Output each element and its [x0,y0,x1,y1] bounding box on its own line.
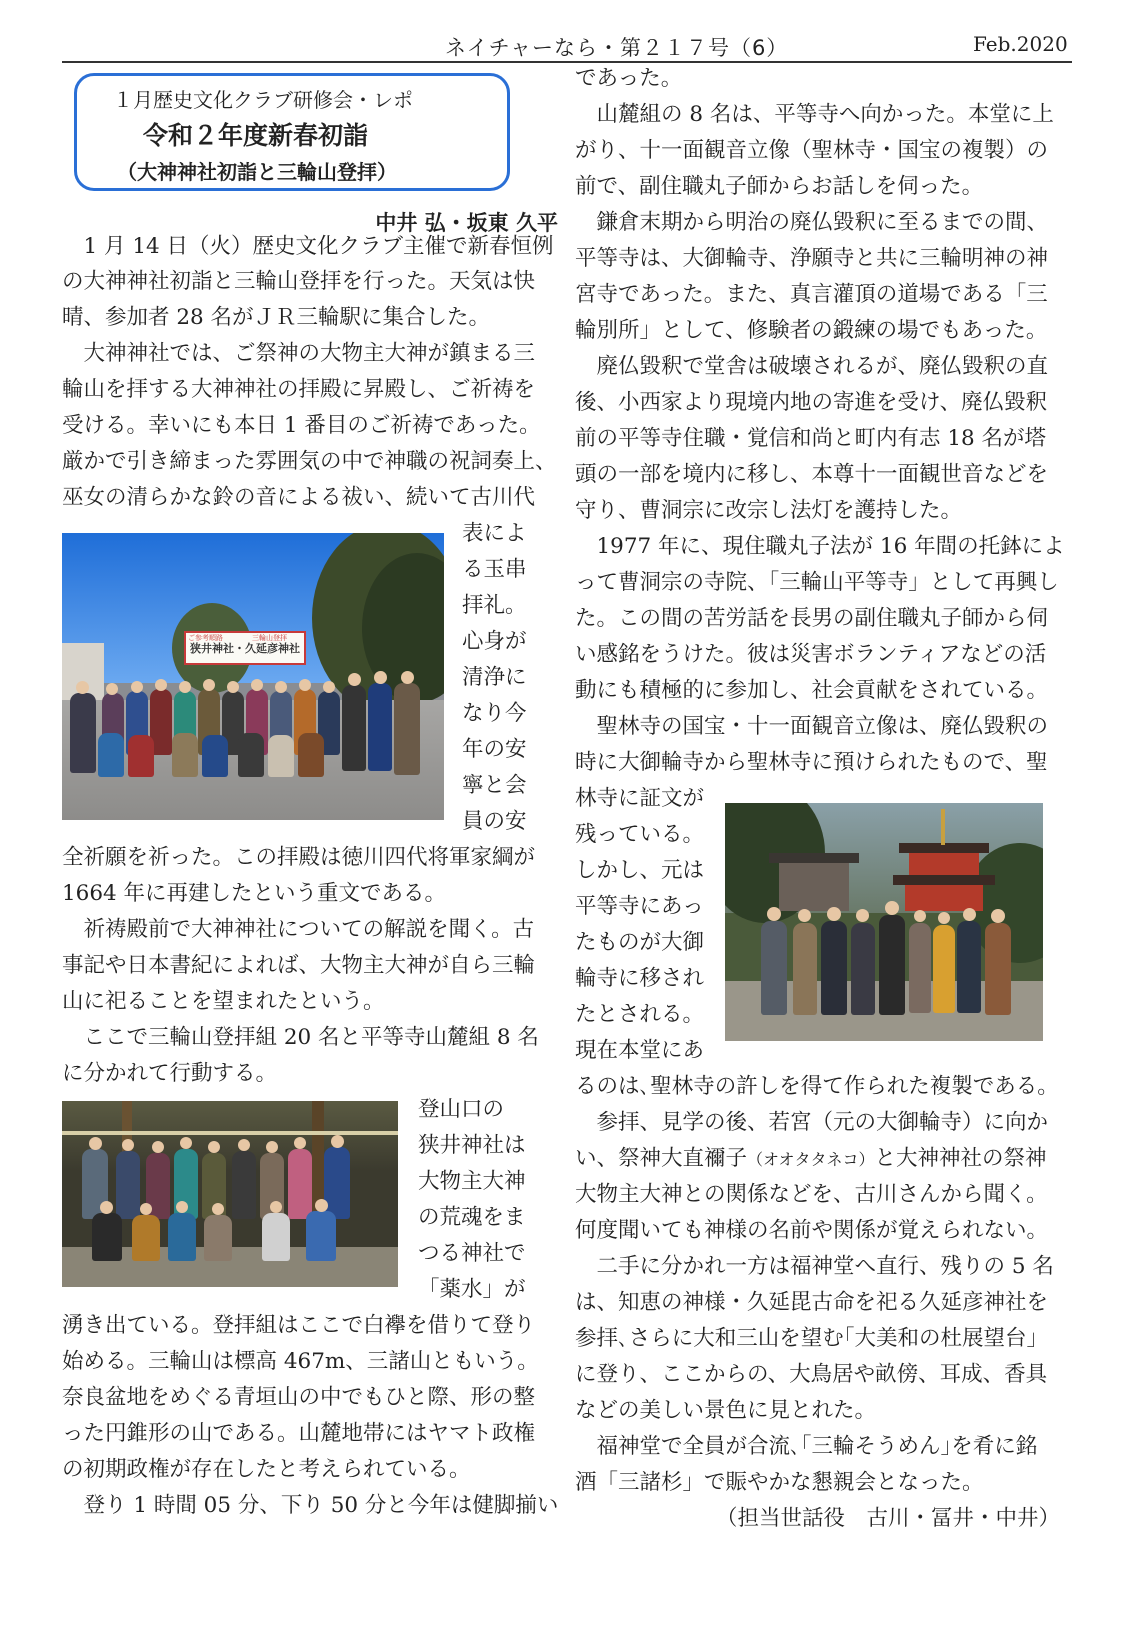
header-rule [62,61,1072,63]
person [268,735,294,777]
head [176,1201,188,1213]
head [270,1201,282,1213]
text-line: 清浄に [462,665,527,690]
pagoda-body [909,853,979,875]
head [348,673,361,686]
group-photo-climbers [62,1101,398,1287]
article-kicker: １月歴史文化クラブ研修会・レポ [113,88,413,112]
text-line: 時に大御輪寺から聖林寺に預けられたもので、聖 [575,750,1048,775]
head [275,681,287,693]
text-line: 平等寺にあっ [575,894,704,919]
head [155,679,167,691]
text-line: 輪別所」として、修験者の鍛練の場でもあった。 [575,318,1048,343]
head [331,1135,344,1148]
text-line: 酒「三諸杉」で賑やかな懇親会となった。 [575,1470,984,1495]
group-photo-shrine-sign [62,533,444,820]
person [202,735,228,777]
head [914,910,926,922]
person [933,925,955,1013]
person [288,1149,312,1219]
person [957,921,981,1013]
text-line: しかし、元は [575,858,705,883]
text-line: た。この間の苦労話を長男の副住職丸子師から伺 [575,606,1049,631]
text-line: であった。 [575,66,683,91]
text-line: ここで三輪山登拝組 20 名と平等寺山麓組 8 名 [62,1025,539,1050]
person [761,921,787,1015]
text-line: 輪寺に移され [575,966,705,991]
text-line: 何度聞いても神様の名前や関係が覚えられない。 [575,1218,1049,1243]
head [100,1201,113,1214]
pagoda-roof [893,875,995,885]
text-line: 登り 1 時間 05 分、下り 50 分と今年は健脚揃い [62,1493,559,1518]
text-line: 山麓組の 8 名は、平等寺へ向かった。本堂に上 [575,102,1054,127]
head [266,1141,278,1153]
text-line: に分かれて行動する。 [62,1061,278,1086]
text-line: 員の安 [462,809,527,834]
text-line: がり、十一面観音立像（聖林寺・国宝の複製）の [575,138,1049,163]
text-line: 1977 年に、現住職丸子法が 16 年間の托鉢によ [575,534,1065,559]
head [212,1203,224,1215]
text-line: つる神社で [418,1241,526,1266]
text-line: は、知恵の神様・久延毘古命を祀る久延彦神社を [575,1290,1049,1315]
head [294,1137,306,1149]
head [963,908,976,921]
head [251,679,263,691]
head [203,679,215,691]
person [306,1211,336,1261]
sign-small-text: 三輪山登拝 [252,634,287,642]
person [985,923,1011,1015]
group-photo-byodoji-temple [725,803,1043,1041]
article-authors: 中井 弘・坂東 久平 [375,211,558,235]
text-line: って曹洞宗の寺院、「三輪山平等寺」として再興し [575,570,1059,595]
head [991,909,1005,923]
person [851,923,875,1015]
head [131,681,143,693]
text-line: 動にも積極的に参加し、社会貢献をされている。 [575,678,1049,703]
text-line: 大物主大神 [418,1169,526,1194]
rope-shimenawa [62,1131,398,1135]
head [374,671,387,684]
person [298,733,324,777]
person [238,733,264,777]
person [821,921,847,1015]
text-line: 狭井神社は [418,1133,526,1158]
text-line: 現在本堂にあ [575,1038,705,1063]
text-line: るのは､聖林寺の許しを得て作られた複製である｡ [575,1074,1049,1099]
person [172,733,198,777]
text-line: などの美しい景色に見とれた。 [575,1398,877,1423]
text-line: 大物主大神との関係などを、古川さんから聞く。 [575,1182,1048,1207]
person [879,915,905,1015]
head [152,1141,164,1153]
sign-small-text: ご参考順路 [188,634,223,642]
head [179,681,191,693]
text-line: 年の安 [462,737,527,762]
text-line: 1664 年に再建したという重文である。 [62,881,447,906]
head [89,1137,102,1150]
text-line: なり今 [462,701,527,726]
person [368,683,392,771]
text-line: 大神神社では、ご祭神の大物主大神が鎮まる三 [62,341,536,366]
text-line: 心身が [462,629,527,654]
text-line: 前で、副住職丸子師からお話しを伺った。 [575,174,984,199]
head [238,1139,250,1151]
text-line: 山に祀ることを望まれたという。 [62,989,385,1014]
head [323,681,335,693]
text-line: 残っている。 [575,822,705,847]
text-line: 参拝､さらに大和三山を望む｢大美和の杜展望台｣ [575,1326,1038,1351]
head [315,1199,328,1212]
article-subtitle: （大神神社初詣と三輪山登拝） [117,160,397,184]
pagoda-body [905,885,983,911]
text-line: 表によ [462,521,527,546]
text-line: 参拝、見学の後、若宮（元の大御輪寺）に向か [575,1110,1049,1135]
text-line: の大神神社初詣と三輪山登拝を行った。天気は快 [62,269,536,294]
person [168,1213,196,1261]
gate-roof [769,853,859,863]
text-line: 「薬水」が [418,1277,526,1302]
head [106,683,118,695]
person [70,693,96,773]
text-line: の荒魂をま [418,1205,526,1230]
text-line: 廃仏毀釈で堂舎は破壊されるが、廃仏毀釈の直 [575,354,1049,379]
text-line: い感銘をうけた。彼は災害ボランティアなどの活 [575,642,1047,667]
newsletter-issue-title: ネイチャーなら・第２１７号（6） [445,36,789,60]
text-line: 拝礼。 [462,593,527,618]
person [92,1213,122,1261]
text-line: 後、小西家より現境内地の寄進を受け、廃仏毀釈 [575,390,1048,415]
head [140,1203,152,1215]
head [76,681,89,694]
text-line: 全祈願を祈った。この拝殿は徳川四代将軍家綱が [62,845,536,870]
text-line: 湧き出ている。登拝組はここで白襷を借りて登り [62,1313,536,1338]
person [324,1147,350,1219]
text-line: 始める。三輪山は標高 467m、三諸山ともいう。 [62,1349,539,1374]
head [299,679,311,691]
person [232,1151,256,1219]
text-line: 聖林寺の国宝・十一面観音立像は、廃仏毀釈の [575,714,1049,739]
text-line [575,1146,1047,1173]
text-fragment: と大神神社の祭神 [874,1146,1047,1171]
head [798,909,811,922]
head [208,1141,220,1153]
text-line: 晴、参加者 28 名がＪＲ三輪駅に集合した。 [62,305,491,330]
text-line: 守り、曹洞宗に改宗し法灯を護持した。 [575,498,963,523]
head [767,907,781,921]
person [204,1215,232,1261]
person [342,685,366,771]
tree-trunk [312,1101,324,1211]
text-fragment: い、祭神大直禰子 [575,1146,748,1171]
person [909,923,931,1013]
text-line: 厳かで引き締まった雰囲気の中で神職の祝詞奏上、 [62,449,557,474]
shrine-sign-text: 狭井神社・久延彦神社 [190,642,300,655]
person [262,1213,290,1261]
text-line: たものが大御 [575,930,705,955]
person [116,1151,140,1219]
person [394,683,420,775]
text-line: 1 月 14 日（火）歴史文化クラブ主催で新春恒例 [62,234,554,259]
article-title: 令和２年度新春初詣 [143,121,369,150]
text-line: 林寺に証文が [575,786,705,811]
text-line: 平等寺は、大御輪寺、浄願寺と共に三輪明神の神 [575,246,1049,271]
article-title-box [74,73,510,191]
head [938,912,950,924]
head [180,1137,192,1149]
text-line: 奈良盆地をめぐる青垣山の中でもひと際、形の整 [62,1385,536,1410]
text-line: る玉串 [462,557,527,582]
text-line: 宮寺であった。また、真言灌頂の道場である「三 [575,282,1048,307]
head [885,901,899,915]
text-line: 鎌倉末期から明治の廃仏毀釈に至るまでの間、 [575,210,1049,235]
issue-date: Feb.2020 [973,32,1068,56]
text-line: 事記や日本書紀によれば、大物主大神が自ら三輪 [62,953,536,978]
text-line: 巫女の清らかな鈴の音による祓い、続いて古川代 [62,485,536,510]
head [856,909,869,922]
text-line: に登り、ここからの、大鳥居や畝傍、耳成、香具 [575,1362,1048,1387]
head [827,907,841,921]
text-line: の初期政権が存在したと考えられている。 [62,1457,471,1482]
text-line: 二手に分かれ一方は福神堂へ直行、残りの 5 名 [575,1254,1054,1279]
person [98,733,124,777]
text-line: 祈祷殿前で大神神社についての解説を聞く。古 [62,917,535,942]
reading-note: （オオタタネコ） [747,1150,875,1169]
text-line: 寧と会 [462,773,527,798]
head [122,1139,134,1151]
temple-gate [779,861,849,911]
text-line: 頭の一部を境内に移し、本尊十一面観世音などを [575,462,1049,487]
text-line: 福神堂で全員が合流､｢三輪そうめん｣を肴に銘 [575,1434,1038,1459]
text-line: 輪山を拝する大神神社の拝殿に昇殿し、ご祈祷を [62,377,536,402]
text-line: 登山口の [418,1097,505,1122]
person [128,735,154,777]
text-line: たとされる。 [575,1002,705,1027]
head [401,671,414,684]
person [132,1215,160,1261]
text-line: 受ける。幸いにも本日 1 番目のご祈祷であった。 [62,413,541,438]
text-line: 前の平等寺住職・覚信和尚と町内有志 18 名が塔 [575,426,1047,451]
person [793,923,817,1015]
text-line: った円錐形の山である。山麓地帯にはヤマト政権 [62,1421,536,1446]
pagoda-spire [941,809,945,845]
credits-line: （担当世話役 古川・冨井・中井） [716,1506,1061,1531]
head [227,681,239,693]
